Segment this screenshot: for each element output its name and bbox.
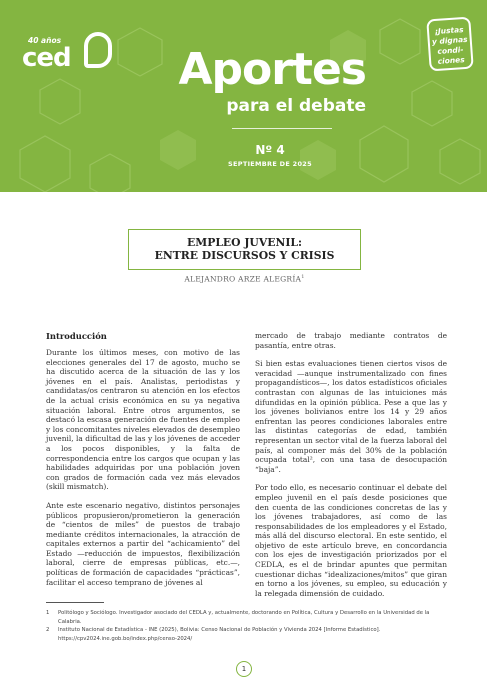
paragraph: Si bien estas evaluaciones tienen ciertos visos de veracidad —aunque instrumentalizado con fines propagandísticos—, los datos estadísticos oficiales contrastan con algunas de las intuiciones más difundidas en la opinión pública. Pese a que las y los jóvenes bolivianos entre los 14 y 29 años enfrentan las peores condiciones laborales entre las distintas categorías de edad, también representan un sector vital de la fuerza laboral del país, al componer más del 30% de la población ocupada total², con una tasa de desocupación “baja”. — [255, 359, 447, 474]
paragraph: Por todo ello, es necesario continuar el debate del empleo juvenil en el país desde posiciones que den cuenta de las condiciones concretas de las y los jóvenes trabajadores, así como de las responsabilidades de los empleadores y el Estado, más allá del discurso electoral. En este sentido, el objetivo de este artículo breve, en concordancia con los ejes de investigación priorizados por el CEDLA, es el de brindar apuntes que permitan cuestionar dichas “idealizaciones/mitos” que giran en torno a los jóvenes, su empleo, su educación y la relegada dimensión de cuidado. — [255, 483, 447, 598]
author-name: ALEJANDRO ARZE ALEGRÍA — [184, 274, 302, 284]
article-author — [128, 274, 361, 284]
author-footnote-ref: 1 — [301, 274, 305, 280]
footnote-number: 2 — [46, 627, 50, 634]
article-title — [129, 236, 360, 262]
series-title: Aportes — [178, 44, 366, 95]
badge-line: ciones — [437, 55, 465, 66]
badge-line: y dignas — [431, 34, 468, 47]
footnote — [46, 626, 450, 643]
body-column-right — [255, 331, 447, 607]
paragraph: Ante este escenario negativo, distintos personajes públicos propusieron/prometieron la generación de “cientos de miles” de puestos de trabajo mediante créditos internacionales, la atracción de capitales externos a partir del “achicamiento” del Estado —reducción de impuestos, flexibilización laboral, cierre de empresas públicas, etc.—, políticas de formación de capacidades “prácticas”, facilitar el acceso temprano de jóvenes al — [46, 500, 240, 587]
issue-number: Nº 4 — [255, 143, 285, 157]
campaign-badge — [426, 17, 474, 72]
footnote — [46, 609, 450, 626]
paragraph: Durante los últimos meses, con motivo de las elecciones generales del 17 de agosto, mucho se ha discutido acerca de la situación de las y los jóvenes en el país. Analistas, periodistas y candidatas/os centraron su atención en los efectos de la actual crisis económica en su ya negativa situación laboral. Entre otros argumentos, se destacó la escasa generación de fuentes de empleo y los concomitantes niveles elevados de desempleo juvenil, la dificultad de las y los jóvenes de acceder a los pocos disponibles, y la falta de correspondencia entre los cargos que ocupan y las habilidades adquiridas por una población joven con grados de formación cada vez más elevados (skill mismatch). — [46, 348, 240, 492]
issue-date: SEPTIEMBRE DE 2025 — [228, 160, 312, 168]
logo-mark-icon — [84, 32, 112, 68]
body-column-left — [46, 331, 240, 596]
page-number: 1 — [236, 661, 252, 677]
footnotes — [46, 609, 450, 643]
logo-wordmark: ced — [22, 43, 71, 73]
article-title-box — [128, 229, 361, 270]
footnote-text: Politólogo y Sociólogo. Investigador asociado del CEDLA y, actualmente, doctorando en Política, Cultura y Desarrollo en la Universidad de la Calabria. — [58, 610, 430, 625]
badge-line: condi- — [437, 45, 464, 56]
footnote-number: 1 — [46, 610, 50, 616]
logo-years: 40 años — [28, 36, 62, 45]
article-title-line1: EMPLEO JUVENIL: — [187, 236, 302, 249]
badge-line: ¡Justas — [434, 25, 464, 37]
section-heading: Introducción — [46, 331, 107, 341]
series-subtitle: para el debate — [226, 96, 366, 116]
footnote-rule — [46, 602, 104, 603]
header-banner — [0, 0, 487, 192]
article-title-line2: ENTRE DISCURSOS Y CRISIS — [154, 249, 335, 262]
footnote-text: Instituto Nacional de Estadística - INE (2025), Bolivia: Censo Nacional de Población y Vivienda 2024 [Informe Estadístico]. https://cpv2024.ine.gob.bo/index.php/censo-2024/ — [58, 627, 381, 642]
header-divider — [232, 128, 332, 129]
paragraph: mercado de trabajo mediante contratos de pasantía, entre otras. — [255, 331, 447, 350]
